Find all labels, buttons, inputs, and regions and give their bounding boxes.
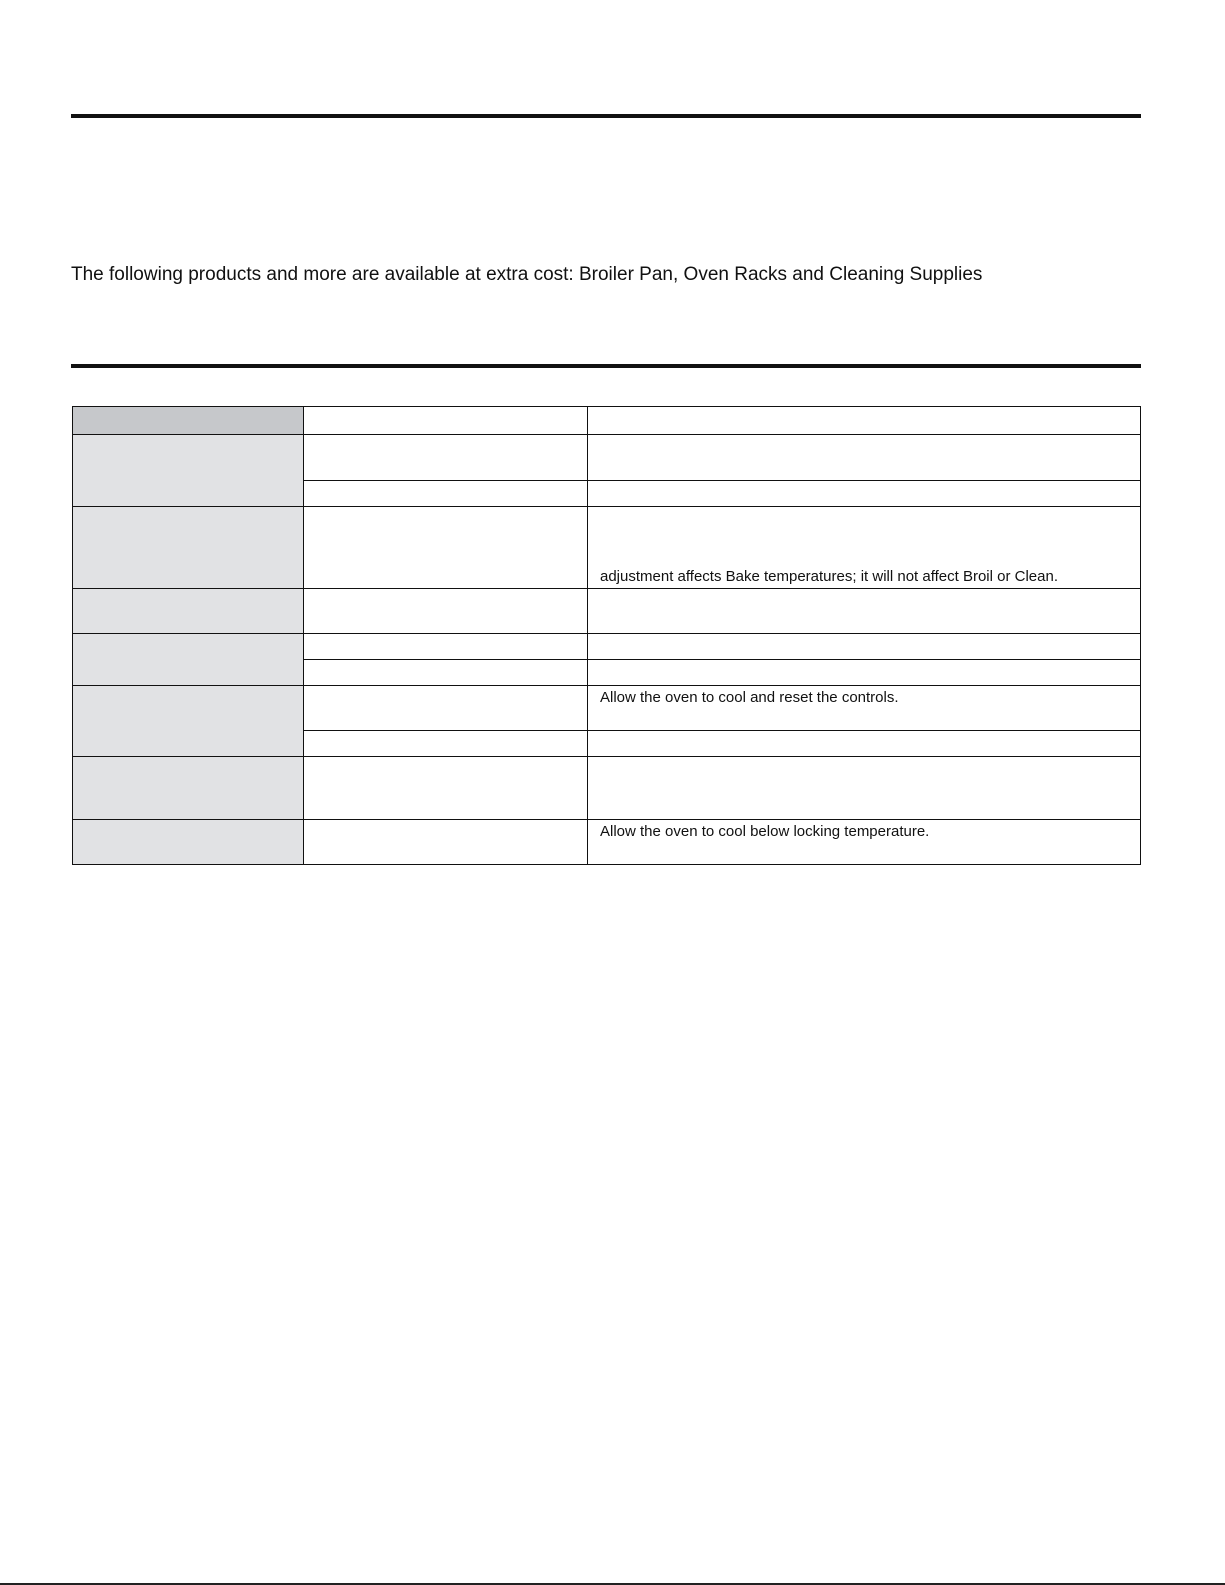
table-row [73, 820, 1141, 865]
problem-cell [73, 820, 304, 865]
solution-header-cell [588, 407, 1141, 435]
accessories-intro: The following products and more are available at extra cost: Broiler Pan, Oven Racks and Cleaning Supplies [71, 264, 983, 285]
table-row [73, 686, 1141, 731]
table-row [73, 589, 1141, 634]
problem-cell [73, 757, 304, 820]
solution-cell: Allow the oven to cool and reset the controls. [588, 686, 1141, 731]
cause-cell [304, 660, 588, 686]
cause-cell [304, 820, 588, 865]
cause-cell [304, 435, 588, 481]
cause-cell [304, 634, 588, 660]
cause-cell [304, 589, 588, 634]
cause-cell [304, 757, 588, 820]
solution-cell [588, 660, 1141, 686]
table-row [73, 435, 1141, 481]
solution-cell: adjustment affects Bake temperatures; it will not affect Broil or Clean. [588, 507, 1141, 589]
table-header-row [73, 407, 1141, 435]
troubleshooting-table [72, 406, 1141, 865]
solution-cell [588, 481, 1141, 507]
problem-cell [73, 686, 304, 757]
problem-header-cell [73, 407, 304, 435]
cause-cell [304, 686, 588, 731]
cause-cell [304, 731, 588, 757]
solution-cell [588, 435, 1141, 481]
cause-header-cell [304, 407, 588, 435]
problem-cell [73, 589, 304, 634]
problem-cell [73, 435, 304, 507]
solution-cell: Allow the oven to cool below locking temperature. [588, 820, 1141, 865]
solution-cell [588, 757, 1141, 820]
problem-cell [73, 634, 304, 686]
table-row [73, 634, 1141, 660]
solution-cell [588, 589, 1141, 634]
section-divider-top [71, 114, 1141, 118]
solution-cell [588, 731, 1141, 757]
cause-cell [304, 507, 588, 589]
table-row [73, 507, 1141, 589]
cause-cell [304, 481, 588, 507]
section-divider-troubleshooting [71, 364, 1141, 368]
solution-cell [588, 634, 1141, 660]
table-row [73, 757, 1141, 820]
problem-cell [73, 507, 304, 589]
